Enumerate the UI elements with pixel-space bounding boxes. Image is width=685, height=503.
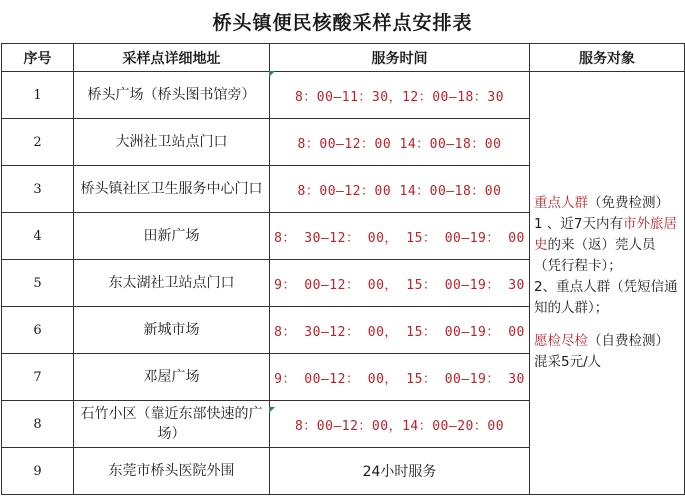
schedule-table bbox=[1, 43, 685, 495]
row-number: 7 bbox=[2, 354, 74, 401]
row-number: 2 bbox=[2, 119, 74, 166]
row-number: 8 bbox=[2, 401, 74, 448]
row-address: 东莞市桥头医院外围 bbox=[74, 448, 270, 495]
target-item-key-group: 2、重点人群（凭短信通知的人群）； bbox=[534, 279, 678, 316]
target-group-key-note: （免费检测） bbox=[588, 195, 669, 211]
header-row bbox=[2, 44, 685, 72]
cell-marker-icon bbox=[269, 71, 275, 77]
target-group-key-title: 重点人群 bbox=[534, 195, 588, 211]
header-time: 服务时间 bbox=[270, 44, 530, 72]
target-group-voluntary-title: 愿检尽检 bbox=[534, 333, 588, 349]
page-title: 桥头镇便民核酸采样点安排表 bbox=[212, 12, 473, 34]
target-item-travel-highlight: 市外旅居史 bbox=[534, 216, 677, 253]
header-address: 采样点详细地址 bbox=[74, 44, 270, 72]
target-item-travel-prefix: 1 、近7天内有 bbox=[534, 216, 623, 232]
row-number: 3 bbox=[2, 166, 74, 213]
row-address: 东太湖社卫站点门口 bbox=[74, 260, 270, 307]
row-time: 8：00–12：00 14：00–18：00 bbox=[270, 119, 530, 166]
target-group-voluntary bbox=[534, 331, 680, 352]
cell-marker-icon bbox=[269, 407, 275, 413]
row-time: 8：00–12：00 14：00–18：00 bbox=[270, 166, 530, 213]
row-time: 9： 00—12： 00， 15： 00—19： 30 bbox=[270, 354, 530, 401]
row-number: 5 bbox=[2, 260, 74, 307]
row-time: 8：00–11：30，12：00–18：30 bbox=[270, 72, 530, 119]
row-time: 8：00–12：00，14：00–20：00 bbox=[270, 401, 530, 448]
service-target-cell bbox=[530, 72, 685, 495]
row-address: 桥头广场（桥头图书馆旁） bbox=[74, 72, 270, 119]
row-time: 8： 30—12： 00， 15： 00—19： 00 bbox=[270, 213, 530, 260]
target-group-voluntary-note: （自费检测） bbox=[588, 333, 669, 349]
row-time: 9： 00—12： 00， 15： 00—19： 30 bbox=[270, 260, 530, 307]
row-number: 1 bbox=[2, 72, 74, 119]
row-address: 邓屋广场 bbox=[74, 354, 270, 401]
header-no: 序号 bbox=[2, 44, 74, 72]
target-price: 混采5元/人 bbox=[534, 354, 602, 370]
row-address: 桥头镇社区卫生服务中心门口 bbox=[74, 166, 270, 213]
row-address: 石竹小区（靠近东部快速的广场） bbox=[74, 401, 270, 448]
row-number: 9 bbox=[2, 448, 74, 495]
row-address: 田新广场 bbox=[74, 213, 270, 260]
row-time: 24小时服务 bbox=[270, 448, 530, 495]
target-item-travel-suffix: 的来（返）莞人员（凭行程卡）； bbox=[534, 237, 656, 274]
row-address: 大洲社卫站点门口 bbox=[74, 119, 270, 166]
row-number: 6 bbox=[2, 307, 74, 354]
table-row bbox=[2, 72, 685, 119]
row-number: 4 bbox=[2, 213, 74, 260]
target-item-travel bbox=[534, 214, 680, 277]
target-group-key bbox=[534, 193, 680, 214]
row-time: 8： 30—12： 00， 15： 00—19： 00 bbox=[270, 307, 530, 354]
header-target: 服务对象 bbox=[530, 44, 685, 72]
row-address: 新城市场 bbox=[74, 307, 270, 354]
